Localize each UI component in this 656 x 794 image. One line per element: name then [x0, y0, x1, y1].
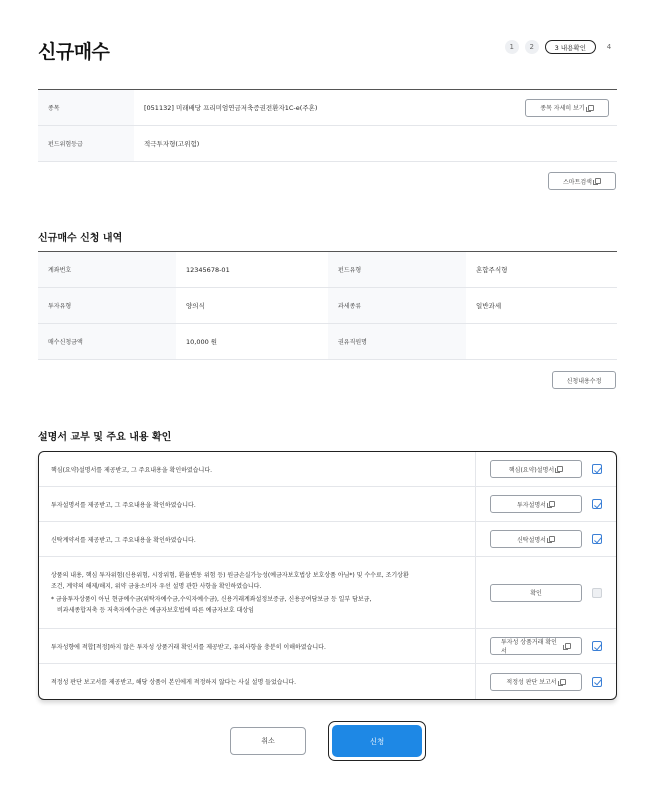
fund-type-value: 혼합주식형 [476, 266, 508, 274]
external-link-icon [549, 536, 555, 542]
external-link-icon [565, 643, 571, 649]
confirm-section-title: 설명서 교부 및 주요 내용 확인 [38, 432, 172, 443]
prospectus-button[interactable] [490, 495, 582, 513]
external-link-icon [588, 105, 594, 111]
confirm-item-text [39, 557, 476, 628]
request-section-title: 신규매수 신청 내역 [38, 233, 123, 244]
account-label: 계좌번호 [38, 252, 176, 287]
confirm-checkbox[interactable] [592, 534, 602, 544]
invest-type-value: 양의식 [186, 302, 205, 310]
confirm-item [39, 522, 616, 557]
appropriateness-report-button[interactable] [490, 673, 582, 691]
page-title: 신규매수 [38, 41, 110, 63]
invest-type-label: 투자유형 [38, 288, 176, 323]
amount-label: 매수신청금액 [38, 324, 176, 359]
product-label: 종목 [38, 90, 134, 125]
risk-grade-label: 펀드위험등급 [38, 126, 134, 161]
confirm-list [38, 451, 617, 700]
request-row [38, 288, 617, 324]
external-link-icon [560, 679, 566, 685]
external-link-icon [557, 466, 563, 472]
prospectus-label: 투자설명서 [517, 501, 546, 509]
trust-doc-button[interactable] [490, 530, 582, 548]
confirm-item-text: 핵심(요약)설명서를 제공받고, 그 주요내용을 확인하였습니다. [39, 452, 476, 486]
suitability-confirm-button[interactable] [490, 637, 582, 655]
edit-request-button[interactable]: 신청내용수정 [552, 371, 616, 389]
confirm-item [39, 452, 616, 487]
product-row [38, 90, 617, 126]
confirm-item-text: 적정성 판단 보고서를 제공받고, 해당 상품이 본인에게 적정하지 않다는 사실 설명 들었습니다. [39, 664, 476, 699]
step-4: 4 [606, 43, 612, 51]
confirm-checkbox[interactable] [592, 641, 602, 651]
product-info-table [38, 89, 617, 162]
risk-text-line2: 조건, 계약의 해제/해지, 위약 금융소비자 우선 설명 관한 사항을 확인하였습니다. [51, 582, 262, 590]
confirm-item [39, 487, 616, 522]
risk-note-line2: 비과세종합저축 등 저축자예수금은 예금자보호법에 따른 예금자보호 대상임 [57, 606, 254, 614]
external-link-icon [595, 178, 601, 184]
product-detail-button-label: 종목 자세히 보기 [540, 105, 585, 112]
summary-doc-button[interactable] [490, 460, 582, 478]
account-value: 12345678-01 [186, 265, 230, 274]
action-bar [0, 721, 656, 761]
step-2: 2 [525, 40, 539, 54]
submit-button[interactable]: 신청 [332, 725, 422, 757]
confirm-item [39, 629, 616, 664]
smart-search-label: 스마트검색 [563, 178, 592, 186]
staff-value [466, 324, 617, 359]
request-row [38, 252, 617, 288]
confirm-button[interactable]: 확인 [490, 584, 582, 602]
risk-note-line1: * 금융투자상품이 아닌 현금예수금(위탁자예수금,수익자예수금), 신용거래계좌설정보증금, 신용공여담보금 등 일부 담보금, [51, 595, 372, 603]
step-3-current: 3 내용확인 [545, 40, 596, 54]
product-value: [051132] 미래배당 프리미엄연금저축증권전환자1C-e(주혼) [144, 104, 318, 112]
confirm-checkbox[interactable] [592, 588, 602, 598]
tax-type-value: 일반과세 [476, 302, 502, 310]
request-table [38, 251, 617, 360]
risk-grade-row [38, 126, 617, 162]
step-1: 1 [505, 40, 519, 54]
confirm-item-text: 신탁계약서를 제공받고, 그 주요내용을 확인하였습니다. [39, 522, 476, 556]
confirm-checkbox[interactable] [592, 677, 602, 687]
confirm-checkbox[interactable] [592, 464, 602, 474]
cancel-button[interactable]: 취소 [230, 727, 306, 755]
suitability-confirm-label: 투자성 상품거래 확인서 [501, 639, 557, 655]
step-indicator [505, 40, 616, 54]
staff-label: 권유직원명 [328, 324, 466, 359]
confirm-item [39, 664, 616, 699]
confirm-item [39, 557, 616, 629]
smart-search-button[interactable] [548, 172, 616, 190]
risk-grade-value: 적극투자형(고위험) [144, 140, 200, 148]
tax-type-label: 과세종류 [328, 288, 466, 323]
summary-doc-label: 핵심(요약)설명서 [508, 466, 555, 474]
trust-doc-label: 신탁설명서 [517, 536, 546, 544]
confirm-item-text: 투자성향에 적합[적정]하지 않은 투자성 상품거래 확인서를 제공받고, 유의사항을 충분히 이해하였습니다. [39, 629, 476, 663]
confirm-item-text: 투자설명서를 제공받고, 그 주요내용을 확인하였습니다. [39, 487, 476, 521]
product-detail-button[interactable] [525, 99, 609, 117]
fund-type-label: 펀드유형 [328, 252, 466, 287]
risk-text-line1: 상품의 내용, 핵심 투자위험(신용위험, 시장위험, 환율변동 위험 등) 원금손실가능성(예금자보호법상 보호상품 아님*) 및 수수료, 조기상환 [51, 571, 409, 579]
confirm-checkbox[interactable] [592, 499, 602, 509]
external-link-icon [549, 501, 555, 507]
request-row [38, 324, 617, 360]
amount-value: 10,000 원 [186, 338, 218, 346]
appropriateness-report-label: 적정성 판단 보고서 [506, 679, 557, 686]
submit-focus-ring [328, 721, 426, 761]
